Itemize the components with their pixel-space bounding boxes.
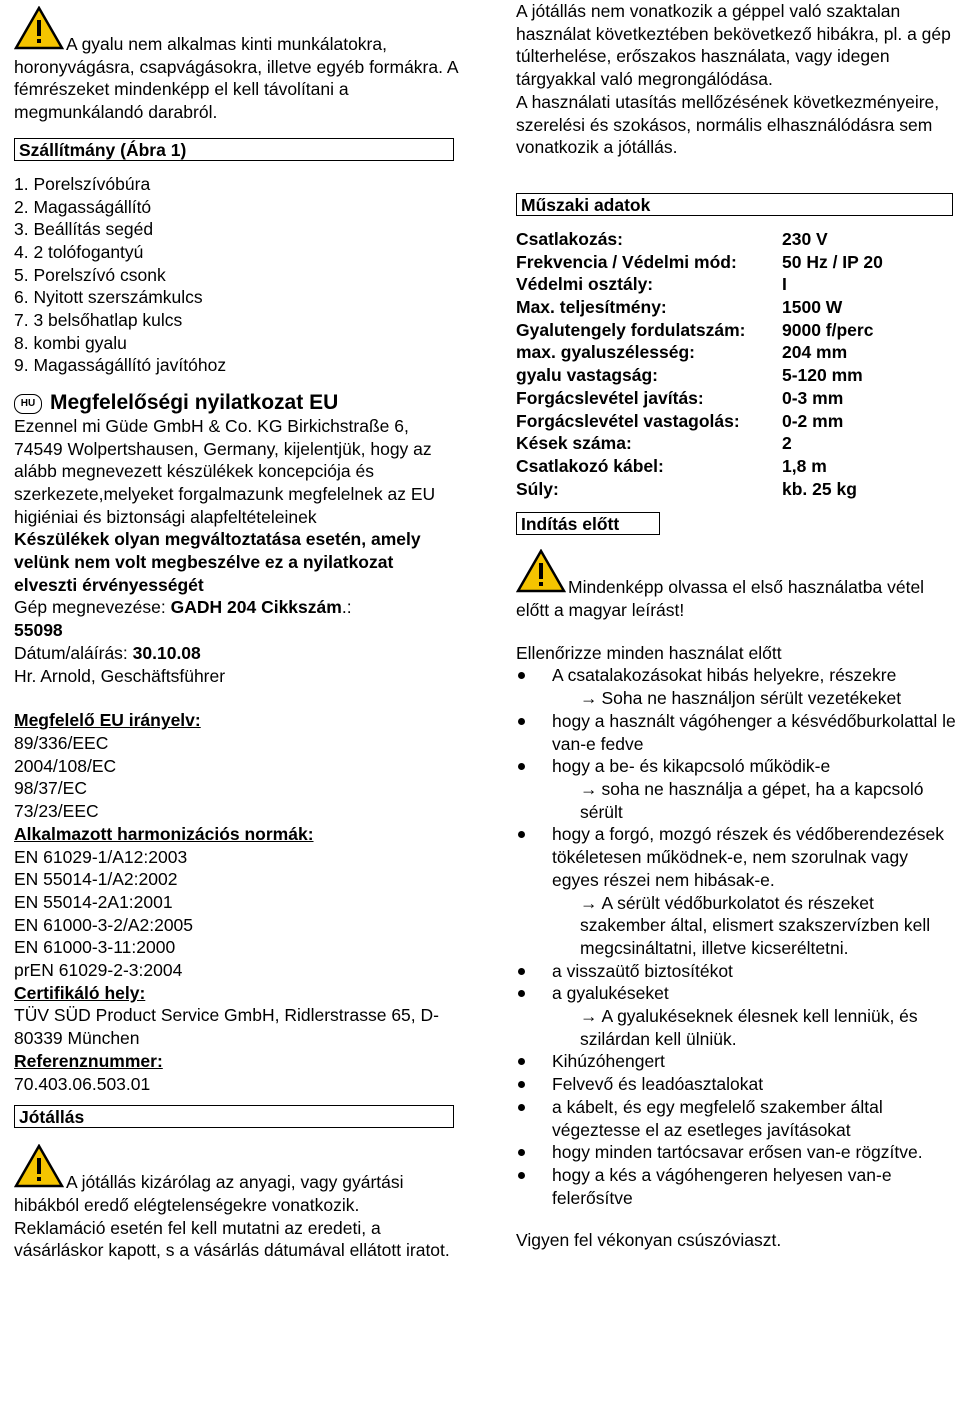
cert-header: Certifikáló hely:: [14, 982, 146, 1003]
spec-row: Kések száma: 2: [516, 433, 792, 454]
norms-header: Alkalmazott harmonizációs normák:: [14, 823, 314, 844]
warranty-header: Jótállás: [14, 1105, 454, 1128]
arrow-icon: →: [580, 892, 598, 913]
spec-row: Védelmi osztály: I: [516, 274, 787, 295]
list-item: hogy minden tartócsavar erősen van-e rögzítve.: [516, 1141, 956, 1164]
delivery-list: [14, 173, 460, 377]
warranty-continued-1: A jótállás nem vonatkozik a géppel való szaktalan használat következtében bekövetkező hibákra, pl. a gép túlterhelése, erőszakos használata, vagy idegen tárgyakkal való megrongálódása.: [516, 1, 951, 90]
directive-item: 73/23/EEC: [14, 801, 99, 822]
start-warning: Mindenképp olvassa el első használatba vétel előtt a magyar leírást!: [516, 549, 956, 621]
list-item: hogy a használt vágóhenger a késvédőburkolattal le van-e fedve: [516, 710, 956, 755]
spec-row: Csatlakozó kábel: 1,8 m: [516, 455, 827, 476]
list-item: 8. kombi gyalu: [14, 332, 127, 353]
spec-row: Gyalutengely fordulatszám: 9000 f/perc: [516, 319, 874, 340]
declaration-title: Megfelelőségi nyilatkozat EU: [50, 391, 339, 415]
warranty-text: Reklamáció esetén fel kell mutatni az eredeti, a vásárláskor kapott, s a vásárlás dátumával ellátott iratot.: [14, 1217, 450, 1261]
list-item: 2. Magasságállító: [14, 196, 152, 217]
spec-row: Súly: kb. 25 kg: [516, 478, 857, 499]
warning-icon: [14, 6, 64, 56]
directive-header: Megfelelő EU irányelv:: [14, 710, 201, 731]
ref-header: Referenznummer:: [14, 1050, 163, 1071]
directive-item: 89/336/EEC: [14, 733, 109, 753]
spec-row: Max. teljesítmény: 1500 W: [516, 297, 843, 318]
list-item: hogy a forgó, mozgó részek és védőberendezések tökéletesen működnek-e, nem szorulnak vagy egyes részei nem hibásak-e. → A sérült védőburkolatot és részeket szakember által, elismert szakszervízben kell megcsináltatni, illetve kicseréltetni.: [516, 823, 956, 959]
norm-item: EN 61000-3-11:2000: [14, 937, 176, 958]
intro-warning: A gyalu nem alkalmas kinti munkálatokra, horonyvágásra, csapvágásokra, illetve egyéb formákra. A fémrészeket mindenképp el kell távolítani a megmunkálandó darabról.: [14, 6, 460, 124]
spec-row: gyalu vastagság: 5-120 mm: [516, 365, 863, 386]
norm-item: prEN 61029-2-3:2004: [14, 960, 183, 981]
norm-item: EN 61029-1/A12:2003: [14, 846, 188, 867]
start-header: Indítás előtt: [516, 512, 660, 535]
list-item: A csatalakozásokat hibás helyekre, részekre → Soha ne használjon sérült vezetékeket: [516, 664, 956, 709]
check-list: [516, 664, 956, 1209]
machine-line: Gép megnevezése: GADH 204 Cikkszám.: 55098: [14, 597, 352, 641]
date-line: Dátum/aláírás: 30.10.08: [14, 642, 201, 663]
left-column: [14, 0, 460, 1262]
list-item: 6. Nyitott szerszámkulcs: [14, 287, 203, 308]
declaration-bold: Készülékek olyan megváltoztatása esetén, amely velünk nem volt megbeszélve ez a nyilatkozat elveszti érvényességét: [14, 529, 421, 595]
right-column: [516, 0, 956, 1252]
list-item: 1. Porelszívóbúra: [14, 173, 151, 194]
list-item: Kihúzóhengert: [516, 1050, 956, 1073]
list-item: 3. Beállítás segéd: [14, 219, 154, 240]
list-item: a gyalukéseket → A gyalukéseknek élesnek kell lenniük, és szilárdan kell ülniük.: [516, 982, 956, 1050]
spec-row: Forgácslevétel vastagolás: 0-2 mm: [516, 410, 844, 431]
list-item: a visszaütő biztosítékot: [516, 960, 956, 983]
arrow-icon: →: [580, 1006, 598, 1027]
closing-text: Vigyen fel vékonyan csúszóviaszt.: [516, 1230, 782, 1251]
warranty-continued-2: A használati utasítás mellőzésének következményeire, szerelési és szokásos, normális elhasználódásra sem vonatkozik a jótállás.: [516, 91, 940, 158]
warning-icon: [14, 1144, 64, 1194]
signer: Hr. Arnold, Geschäftsführer: [14, 665, 226, 686]
hu-badge: HU: [14, 394, 42, 414]
directive-item: 2004/108/EC: [14, 755, 117, 776]
spec-row: max. gyaluszélesség: 204 mm: [516, 342, 848, 363]
spec-table: [516, 228, 956, 500]
check-intro: Ellenőrizze minden használat előtt: [516, 642, 782, 663]
norm-item: EN 55014-1/A2:2002: [14, 869, 178, 890]
cert-body: TÜV SÜD Product Service GmbH, Ridlerstrasse 65, D-80339 München: [14, 1005, 439, 1049]
list-item: 4. 2 tolófogantyú: [14, 241, 144, 262]
norm-item: EN 61000-3-2/A2:2005: [14, 914, 194, 935]
delivery-header: Szállítmány (Ábra 1): [14, 138, 454, 161]
warranty-warning: A jótállás kizárólag az anyagi, vagy gyártási hibákból eredő elégtelenségekre vonatkozik.: [14, 1144, 460, 1216]
tech-header: Műszaki adatok: [516, 193, 953, 216]
declaration-body: Ezennel mi Güde GmbH & Co. KG Birkichstraße 6, 74549 Wolpertshausen, Germany, kijelentjük, hogy az alább megnevezett készülékek koncepciója és szerkezete,melyeket forgalmazunk megfelelnek az EU higiéniai és biztonsági alapfeltételeinek: [14, 415, 436, 527]
list-item: Felvevő és leadóasztalokat: [516, 1073, 956, 1096]
list-item: a kábelt, és egy megfelelő szakember által végeztesse el az esetleges javításokat: [516, 1096, 956, 1141]
list-item: 7. 3 belsőhatlap kulcs: [14, 310, 183, 331]
spec-row: Csatlakozás: 230 V: [516, 228, 828, 249]
directive-item: 98/37/EC: [14, 778, 87, 799]
declaration-title-row: [14, 391, 460, 415]
arrow-icon: →: [580, 778, 598, 799]
warning-icon: [516, 549, 566, 599]
list-item: hogy a kés a vágóhengeren helyesen van-e felerősítve: [516, 1164, 956, 1209]
spec-row: Forgácslevétel javítás: 0-3 mm: [516, 387, 844, 408]
ref-value: 70.403.06.503.01: [14, 1073, 151, 1094]
arrow-icon: →: [580, 688, 598, 709]
spec-row: Frekvencia / Védelmi mód: 50 Hz / IP 20: [516, 251, 883, 272]
norm-item: EN 55014-2A1:2001: [14, 891, 173, 912]
list-item: 5. Porelszívó csonk: [14, 264, 166, 285]
list-item: 9. Magasságállító javítóhoz: [14, 355, 227, 376]
list-item: hogy a be- és kikapcsoló működik-e → soha ne használja a gépet, ha a kapcsoló sérült: [516, 755, 956, 823]
